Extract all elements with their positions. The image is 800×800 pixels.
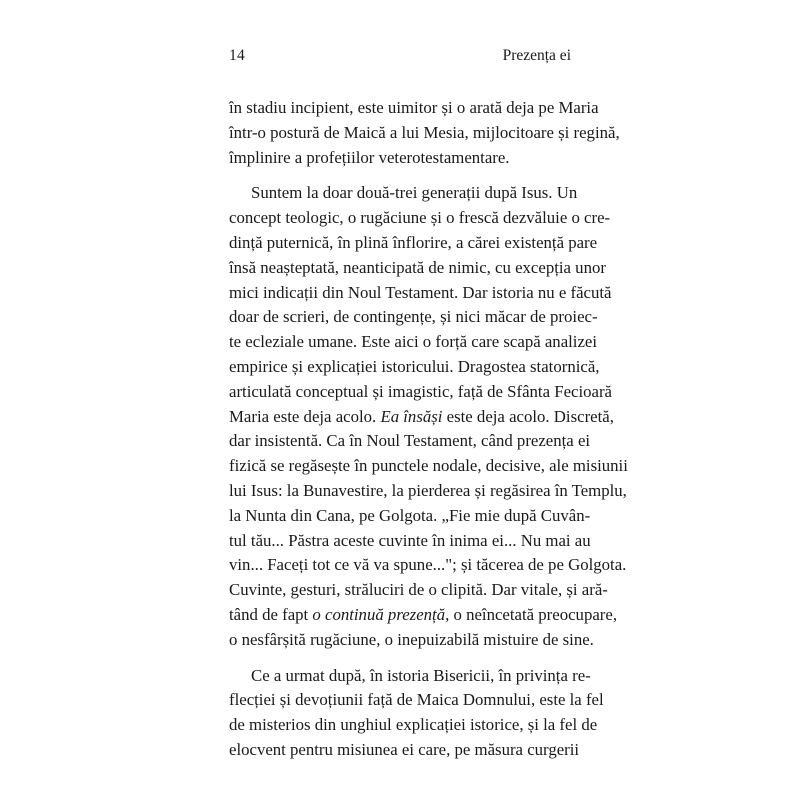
text-line: concept teologic, o rugăciune și o frescă dezvăluie o cre- xyxy=(229,208,611,228)
text-run: , o neîncetată preocupare, xyxy=(445,604,618,624)
paragraph-1 xyxy=(229,96,620,170)
text-line: elocvent pentru misiunea ei care, pe măsura curgerii xyxy=(229,739,580,759)
paragraph-2 xyxy=(229,181,628,652)
text-line: de misterios din unghiul explicației istorice, și la fel de xyxy=(229,715,598,735)
running-title: Prezența ei xyxy=(502,47,571,64)
text-line: Cuvinte, gesturi, străluciri de o clipită. Dar vitale, și ară- xyxy=(229,580,608,600)
text-line: mici indicații din Noul Testament. Dar istoria nu e făcută xyxy=(229,282,612,302)
paragraph-3 xyxy=(229,664,604,763)
text-run: Maria este deja acolo. xyxy=(229,406,381,426)
text-line: într-o postură de Maică a lui Mesia, mijlocitoare și regină, xyxy=(229,122,620,142)
text-line: împlinire a profețiilor veterotestamentare. xyxy=(229,147,510,167)
text-line: te ecleziale umane. Este aici o forță care scapă analizei xyxy=(229,332,598,352)
text-line: în stadiu incipient, este uimitor și o arată deja pe Maria xyxy=(229,98,599,117)
text-line: articulată conceptual și imagistic, față de Sfânta Fecioară xyxy=(229,381,613,401)
text-run: tând de fapt xyxy=(229,604,313,624)
text-line: empirice și explicației istoricului. Dragostea statornică, xyxy=(229,356,600,376)
text-line: lui Isus: la Bunavestire, la pierderea și regăsirea în Templu, xyxy=(229,480,627,500)
text-line: Ce a urmat după, în istoria Bisericii, în privința re- xyxy=(251,665,591,685)
body-text xyxy=(229,96,628,763)
text-line: Suntem la doar două-trei generații după Isus. Un xyxy=(251,183,578,203)
text-line: vin... Faceți tot ce vă va spune..."; și tăcerea de pe Golgota. xyxy=(229,555,627,575)
text-line: dar insistentă. Ca în Noul Testament, când prezența ei xyxy=(229,431,591,451)
italic-run: Ea însăși xyxy=(380,406,443,426)
text-line xyxy=(229,603,618,628)
text-line: însă neașteptată, neanticipată de nimic, cu excepția unor xyxy=(229,257,606,277)
page-number: 14 xyxy=(229,47,245,64)
text-line xyxy=(229,405,614,430)
text-line: o nesfârșită rugăciune, o inepuizabilă mistuire de sine. xyxy=(229,629,594,649)
text-line: flecției și devoțiunii față de Maica Domnului, este la fel xyxy=(229,690,604,710)
text-line: fizică se regăsește în punctele nodale, decisive, ale misiunii xyxy=(229,456,628,476)
italic-run: o continuă prezență xyxy=(312,604,446,624)
text-line: tul tău... Păstra aceste cuvinte în inima ei... Nu mai au xyxy=(229,530,591,550)
text-line: la Nunta din Cana, pe Golgota. „Fie mie după Cuvân- xyxy=(229,505,591,525)
text-run: este deja acolo. Discretă, xyxy=(442,406,614,426)
text-line: doar de scrieri, de contingențe, și nici măcar de proiec- xyxy=(229,307,598,327)
text-line: dință puternică, în plină înflorire, a cărei existență pare xyxy=(229,232,598,252)
